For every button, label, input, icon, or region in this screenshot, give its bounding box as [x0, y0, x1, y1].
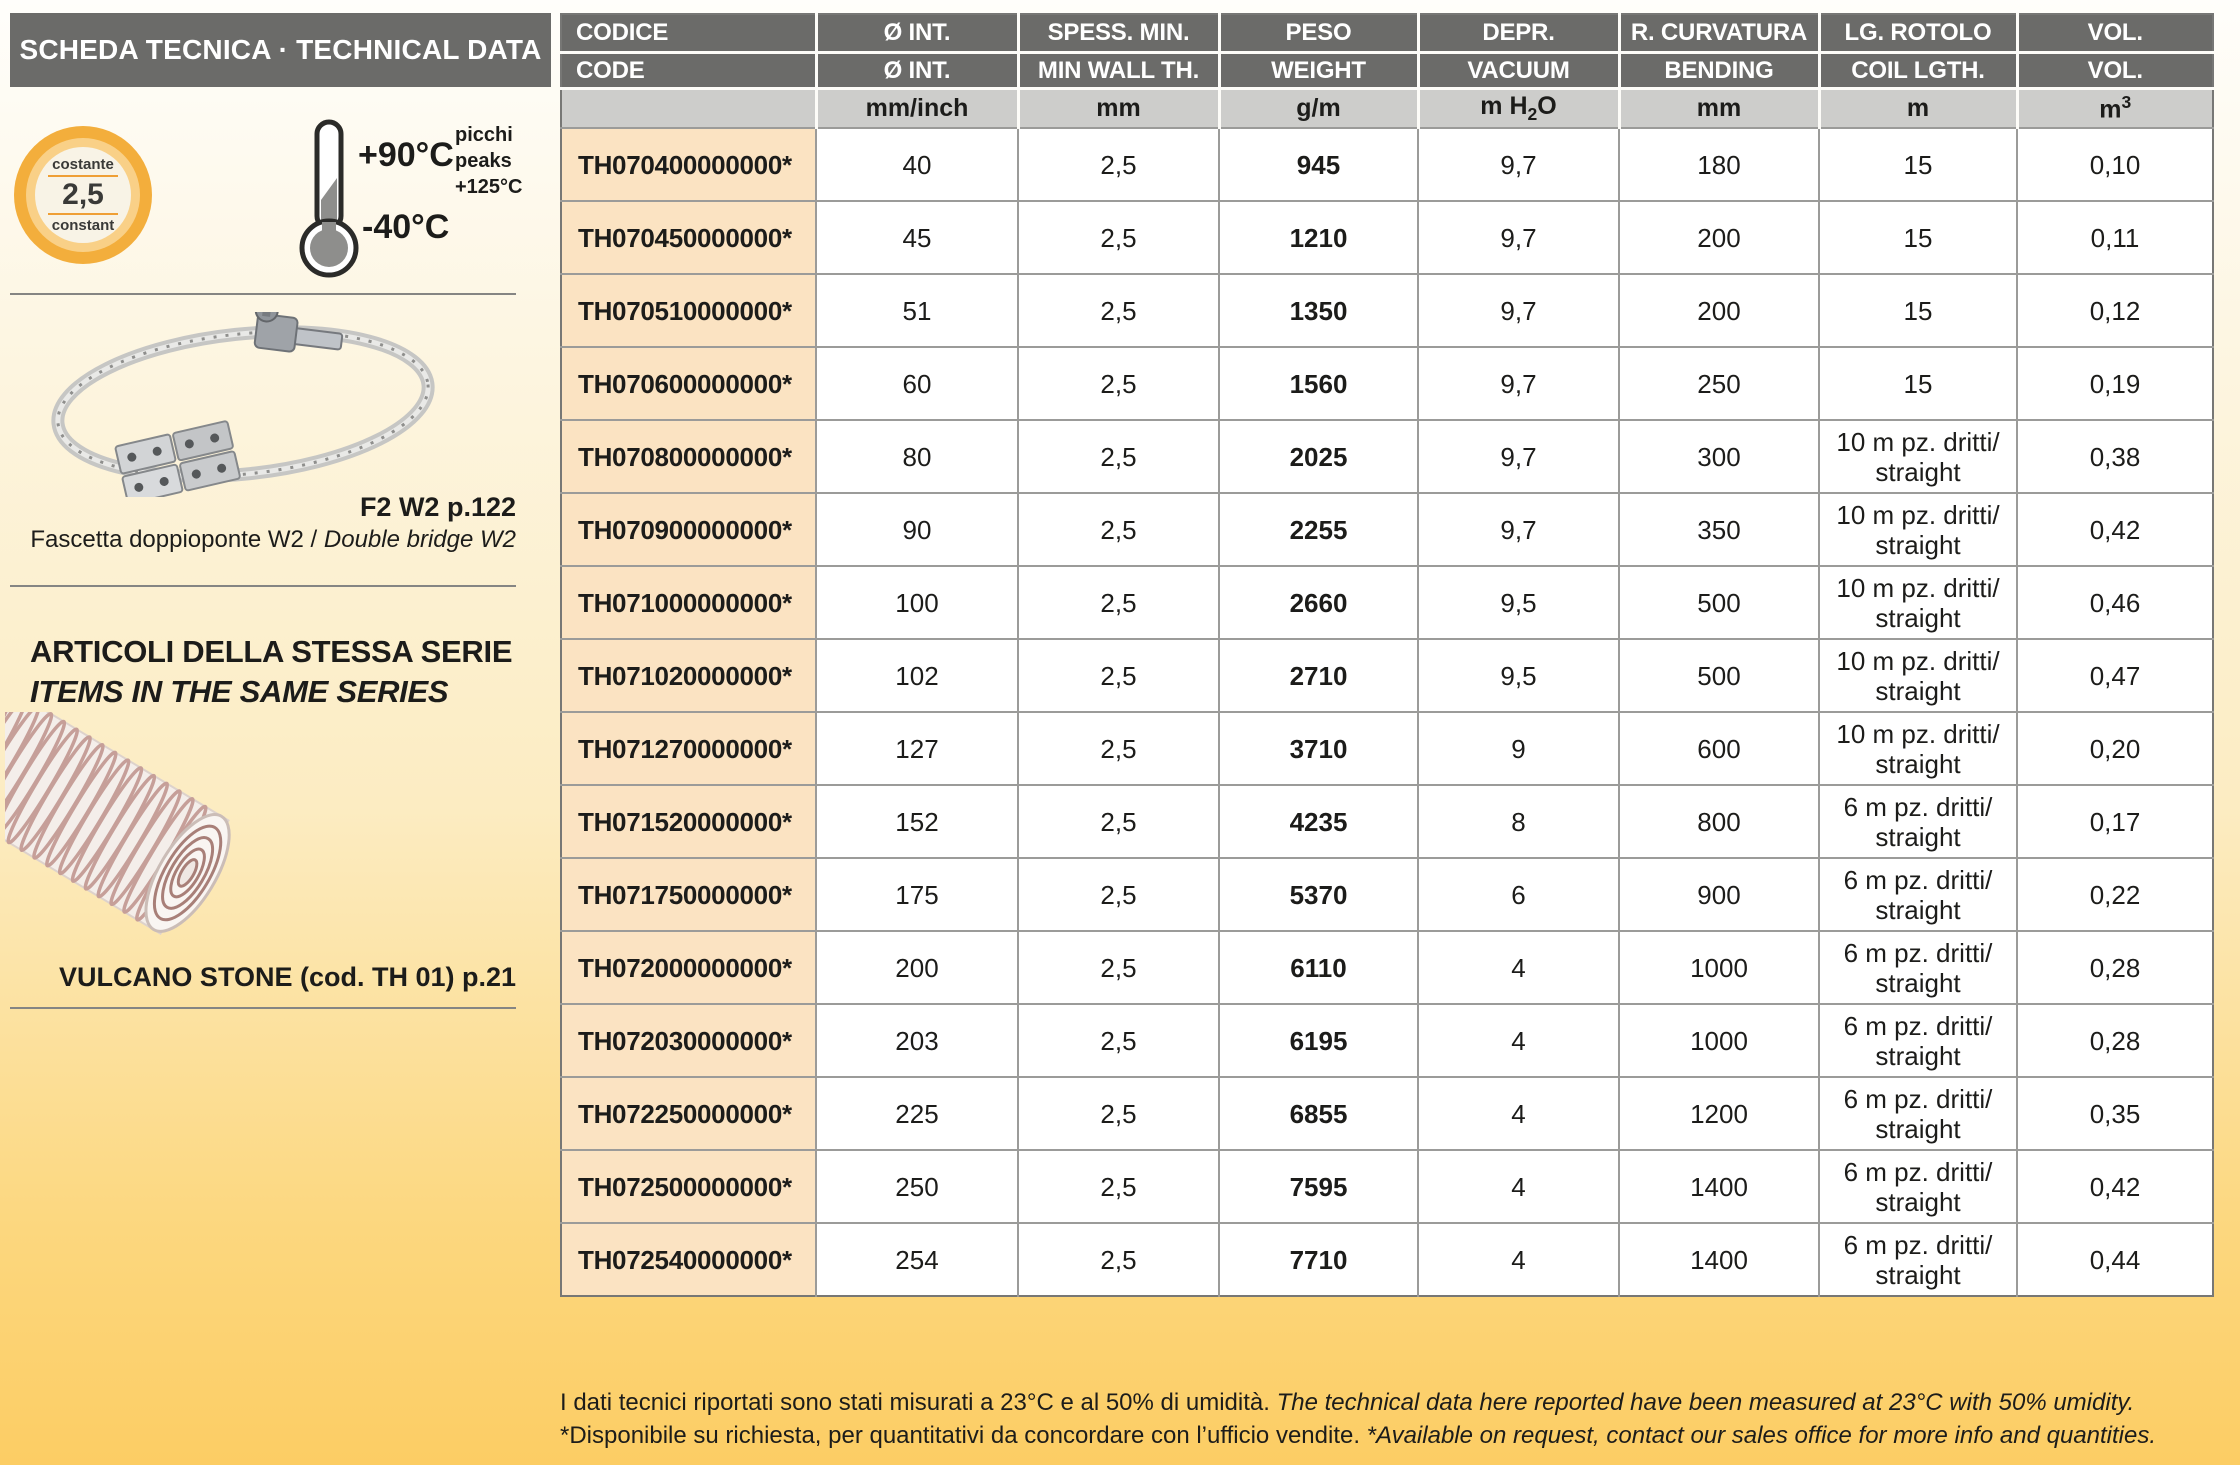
table-row [561, 347, 2213, 420]
table-row [561, 274, 2213, 347]
coil-cell: 6 m pz. dritti/ straight [1819, 785, 2017, 858]
coil-cell: 6 m pz. dritti/ straight [1819, 1077, 2017, 1150]
wall-cell: 2,5 [1018, 493, 1219, 566]
volume-cell: 0,12 [2017, 274, 2213, 347]
vacuum-cell: 4 [1418, 1150, 1619, 1223]
page-title: SCHEDA TECNICA · TECHNICAL DATA [10, 13, 551, 87]
vacuum-cell: 9,7 [1418, 347, 1619, 420]
table-row [561, 712, 2213, 785]
vacuum-cell: 9,7 [1418, 201, 1619, 274]
code-cell: TH071020000000* [561, 639, 816, 712]
column-header-it: DEPR. [1418, 14, 1619, 53]
wall-cell: 2,5 [1018, 931, 1219, 1004]
column-header-it: R. CURVATURA [1619, 14, 1819, 53]
volume-cell: 0,42 [2017, 1150, 2213, 1223]
weight-cell: 6855 [1219, 1077, 1418, 1150]
coil-cell: 6 m pz. dritti/ straight [1819, 858, 2017, 931]
table-row [561, 201, 2213, 274]
wall-cell: 2,5 [1018, 347, 1219, 420]
coil-cell: 10 m pz. dritti/ straight [1819, 566, 2017, 639]
column-unit: m $H_2O$ [1418, 89, 1619, 129]
footnote-line-2-it: *Disponibile su richiesta, per quantitativi da concordare con l’ufficio vendite. [560, 1422, 1367, 1449]
table-header [561, 14, 2213, 128]
vacuum-cell: 4 [1418, 1077, 1619, 1150]
volume-cell: 0,28 [2017, 931, 2213, 1004]
volume-cell: 0,17 [2017, 785, 2213, 858]
same-series-heading [30, 632, 512, 712]
weight-cell: 1350 [1219, 274, 1418, 347]
coil-cell: 6 m pz. dritti/ straight [1819, 931, 2017, 1004]
vacuum-cell: 9,5 [1418, 639, 1619, 712]
table-row [561, 858, 2213, 931]
footnote [560, 1386, 2210, 1452]
column-header-it: CODICE [561, 14, 816, 53]
code-cell: TH070400000000* [561, 128, 816, 201]
badge-value: 2,5 [62, 178, 104, 211]
column-header-en: BENDING [1619, 53, 1819, 89]
code-cell: TH070800000000* [561, 420, 816, 493]
same-series-heading-en: ITEMS IN THE SAME SERIES [30, 674, 449, 709]
column-header-en: CODE [561, 53, 816, 89]
weight-cell: 3710 [1219, 712, 1418, 785]
divider [10, 1007, 516, 1009]
table-row [561, 785, 2213, 858]
hose-photo [5, 712, 275, 972]
code-cell: TH070450000000* [561, 201, 816, 274]
coil-cell: 15 [1819, 128, 2017, 201]
bending-cell: 500 [1619, 566, 1819, 639]
table-row [561, 639, 2213, 712]
wall-cell: 2,5 [1018, 1223, 1219, 1296]
diameter-cell: 90 [816, 493, 1018, 566]
wall-cell: 2,5 [1018, 420, 1219, 493]
diameter-cell: 127 [816, 712, 1018, 785]
constant-temperature-badge [14, 126, 152, 264]
coil-cell: 15 [1819, 274, 2017, 347]
volume-cell: 0,11 [2017, 201, 2213, 274]
header-row-english [561, 53, 2213, 89]
wall-cell: 2,5 [1018, 1004, 1219, 1077]
bending-cell: 200 [1619, 274, 1819, 347]
volume-cell: 0,10 [2017, 128, 2213, 201]
badge-top-label: costante [52, 156, 114, 173]
coil-cell: 10 m pz. dritti/ straight [1819, 712, 2017, 785]
wall-cell: 2,5 [1018, 785, 1219, 858]
column-unit: m [1819, 89, 2017, 129]
clamp-caption-it: Fascetta doppioponte W2 / [30, 526, 324, 553]
weight-cell: 6195 [1219, 1004, 1418, 1077]
vacuum-cell: 9 [1418, 712, 1619, 785]
column-header-en: WEIGHT [1219, 53, 1418, 89]
peaks-line-it: picchi [455, 124, 513, 146]
column-header-it: Ø INT. [816, 14, 1018, 53]
volume-cell: 0,38 [2017, 420, 2213, 493]
diameter-cell: 175 [816, 858, 1018, 931]
bending-cell: 600 [1619, 712, 1819, 785]
code-cell: TH071000000000* [561, 566, 816, 639]
table-row [561, 128, 2213, 201]
bending-cell: 1400 [1619, 1150, 1819, 1223]
diameter-cell: 203 [816, 1004, 1018, 1077]
table-row [561, 931, 2213, 1004]
wall-cell: 2,5 [1018, 566, 1219, 639]
volume-cell: 0,42 [2017, 493, 2213, 566]
wall-cell: 2,5 [1018, 274, 1219, 347]
code-cell: TH070600000000* [561, 347, 816, 420]
volume-cell: 0,47 [2017, 639, 2213, 712]
volume-cell: 0,19 [2017, 347, 2213, 420]
same-series-heading-it: ARTICOLI DELLA STESSA SERIE [30, 634, 513, 669]
diameter-cell: 200 [816, 931, 1018, 1004]
weight-cell: 1560 [1219, 347, 1418, 420]
diameter-cell: 45 [816, 201, 1018, 274]
divider [10, 585, 516, 587]
thermometer-icon [296, 118, 362, 285]
code-cell: TH070900000000* [561, 493, 816, 566]
peaks-line-en: peaks [455, 150, 512, 172]
weight-cell: 6110 [1219, 931, 1418, 1004]
vacuum-cell: 9,7 [1418, 493, 1619, 566]
bending-cell: 200 [1619, 201, 1819, 274]
diameter-cell: 250 [816, 1150, 1018, 1223]
header-row-units [561, 89, 2213, 129]
code-cell: TH072030000000* [561, 1004, 816, 1077]
bending-cell: 800 [1619, 785, 1819, 858]
bending-cell: 1400 [1619, 1223, 1819, 1296]
coil-cell: 10 m pz. dritti/ straight [1819, 493, 2017, 566]
bending-cell: 1000 [1619, 931, 1819, 1004]
code-cell: TH072250000000* [561, 1077, 816, 1150]
clamp-caption-en: Double bridge W2 [323, 526, 516, 553]
code-cell: TH072500000000* [561, 1150, 816, 1223]
coil-cell: 6 m pz. dritti/ straight [1819, 1004, 2017, 1077]
footnote-line-2 [560, 1419, 2210, 1452]
vacuum-cell: 8 [1418, 785, 1619, 858]
vacuum-cell: 4 [1418, 1004, 1619, 1077]
vacuum-cell: 4 [1418, 1223, 1619, 1296]
code-cell: TH070510000000* [561, 274, 816, 347]
weight-cell: 2025 [1219, 420, 1418, 493]
diameter-cell: 254 [816, 1223, 1018, 1296]
technical-data-table [560, 13, 2214, 1297]
bending-cell: 300 [1619, 420, 1819, 493]
column-unit [561, 89, 816, 129]
hose-caption: VULCANO STONE (cod. TH 01) p.21 [58, 962, 516, 992]
column-unit: g/m [1219, 89, 1418, 129]
clamp-reference: F2 W2 p.122 [359, 492, 516, 522]
bending-cell: 500 [1619, 639, 1819, 712]
vacuum-cell: 9,5 [1418, 566, 1619, 639]
diameter-cell: 51 [816, 274, 1018, 347]
column-header-en: Ø INT. [816, 53, 1018, 89]
diameter-cell: 100 [816, 566, 1018, 639]
footnote-line-1 [560, 1386, 2210, 1419]
code-cell: TH071750000000* [561, 858, 816, 931]
column-header-en: COIL LGTH. [1819, 53, 2017, 89]
footnote-line-1-en: The technical data here reported have been measured at 23°C with 50% umidity. [1276, 1389, 2135, 1416]
bending-cell: 1200 [1619, 1077, 1819, 1150]
coil-cell: 10 m pz. dritti/ straight [1819, 639, 2017, 712]
diameter-cell: 225 [816, 1077, 1018, 1150]
weight-cell: 2710 [1219, 639, 1418, 712]
column-header-it: LG. ROTOLO [1819, 14, 2017, 53]
column-unit: mm/inch [816, 89, 1018, 129]
divider [10, 293, 516, 295]
diameter-cell: 152 [816, 785, 1018, 858]
temperature-min-label: -40°C [362, 208, 450, 246]
bending-cell: 350 [1619, 493, 1819, 566]
diameter-cell: 60 [816, 347, 1018, 420]
volume-cell: 0,22 [2017, 858, 2213, 931]
bending-cell: 250 [1619, 347, 1819, 420]
wall-cell: 2,5 [1018, 712, 1219, 785]
table-row [561, 420, 2213, 493]
table-row [561, 566, 2213, 639]
weight-cell: 7595 [1219, 1150, 1418, 1223]
vacuum-cell: 9,7 [1418, 128, 1619, 201]
weight-cell: 945 [1219, 128, 1418, 201]
diameter-cell: 102 [816, 639, 1018, 712]
coil-cell: 15 [1819, 347, 2017, 420]
footnote-line-1-it: I dati tecnici riportati sono stati misurati a 23°C e al 50% di umidità. [560, 1389, 1277, 1416]
coil-cell: 15 [1819, 201, 2017, 274]
column-unit: mm [1018, 89, 1219, 129]
code-cell: TH071520000000* [561, 785, 816, 858]
badge-rule-bottom [48, 213, 118, 215]
coil-cell: 6 m pz. dritti/ straight [1819, 1150, 2017, 1223]
vacuum-cell: 4 [1418, 931, 1619, 1004]
vacuum-cell: 9,7 [1418, 274, 1619, 347]
badge-bottom-label: constant [51, 217, 115, 234]
table-row [561, 493, 2213, 566]
wall-cell: 2,5 [1018, 201, 1219, 274]
diameter-cell: 40 [816, 128, 1018, 201]
temperature-peaks-label [455, 122, 523, 200]
diameter-cell: 80 [816, 420, 1018, 493]
clamp-caption [10, 526, 516, 554]
vacuum-cell: 6 [1418, 858, 1619, 931]
bending-cell: 1000 [1619, 1004, 1819, 1077]
volume-cell: 0,44 [2017, 1223, 2213, 1296]
badge-rule-top [48, 175, 118, 177]
code-cell: TH072540000000* [561, 1223, 816, 1296]
header-row-italian [561, 14, 2213, 53]
wall-cell: 2,5 [1018, 1150, 1219, 1223]
volume-cell: 0,46 [2017, 566, 2213, 639]
column-unit: $m^3$ [2017, 89, 2213, 129]
weight-cell: 2660 [1219, 566, 1418, 639]
footnote-line-2-en: *Available on request, contact our sales office for more info and quantities. [1366, 1422, 2157, 1449]
weight-cell: 7710 [1219, 1223, 1418, 1296]
table-row [561, 1077, 2213, 1150]
wall-cell: 2,5 [1018, 1077, 1219, 1150]
code-cell: TH071270000000* [561, 712, 816, 785]
table-row [561, 1223, 2213, 1296]
coil-cell: 10 m pz. dritti/ straight [1819, 420, 2017, 493]
column-header-it: PESO [1219, 14, 1418, 53]
hose-clamp-photo [28, 312, 458, 502]
volume-cell: 0,20 [2017, 712, 2213, 785]
column-header-it: VOL. [2017, 14, 2213, 53]
column-header-en: MIN WALL TH. [1018, 53, 1219, 89]
wall-cell: 2,5 [1018, 858, 1219, 931]
wall-cell: 2,5 [1018, 128, 1219, 201]
column-unit: mm [1619, 89, 1819, 129]
code-cell: TH072000000000* [561, 931, 816, 1004]
temperature-max-label: +90°C [358, 136, 454, 174]
volume-cell: 0,28 [2017, 1004, 2213, 1077]
volume-cell: 0,35 [2017, 1077, 2213, 1150]
coil-cell: 6 m pz. dritti/ straight [1819, 1223, 2017, 1296]
badge-face [35, 147, 131, 243]
table-row [561, 1004, 2213, 1077]
badge-ring [26, 138, 140, 252]
column-header-en: VOL. [2017, 53, 2213, 89]
weight-cell: 1210 [1219, 201, 1418, 274]
weight-cell: 5370 [1219, 858, 1418, 931]
bending-cell: 180 [1619, 128, 1819, 201]
column-header-it: SPESS. MIN. [1018, 14, 1219, 53]
table-body [561, 128, 2213, 1296]
weight-cell: 2255 [1219, 493, 1418, 566]
vacuum-cell: 9,7 [1418, 420, 1619, 493]
weight-cell: 4235 [1219, 785, 1418, 858]
column-header-en: VACUUM [1418, 53, 1619, 89]
table-row [561, 1150, 2213, 1223]
bending-cell: 900 [1619, 858, 1819, 931]
peaks-value: +125°C [455, 176, 523, 198]
wall-cell: 2,5 [1018, 639, 1219, 712]
